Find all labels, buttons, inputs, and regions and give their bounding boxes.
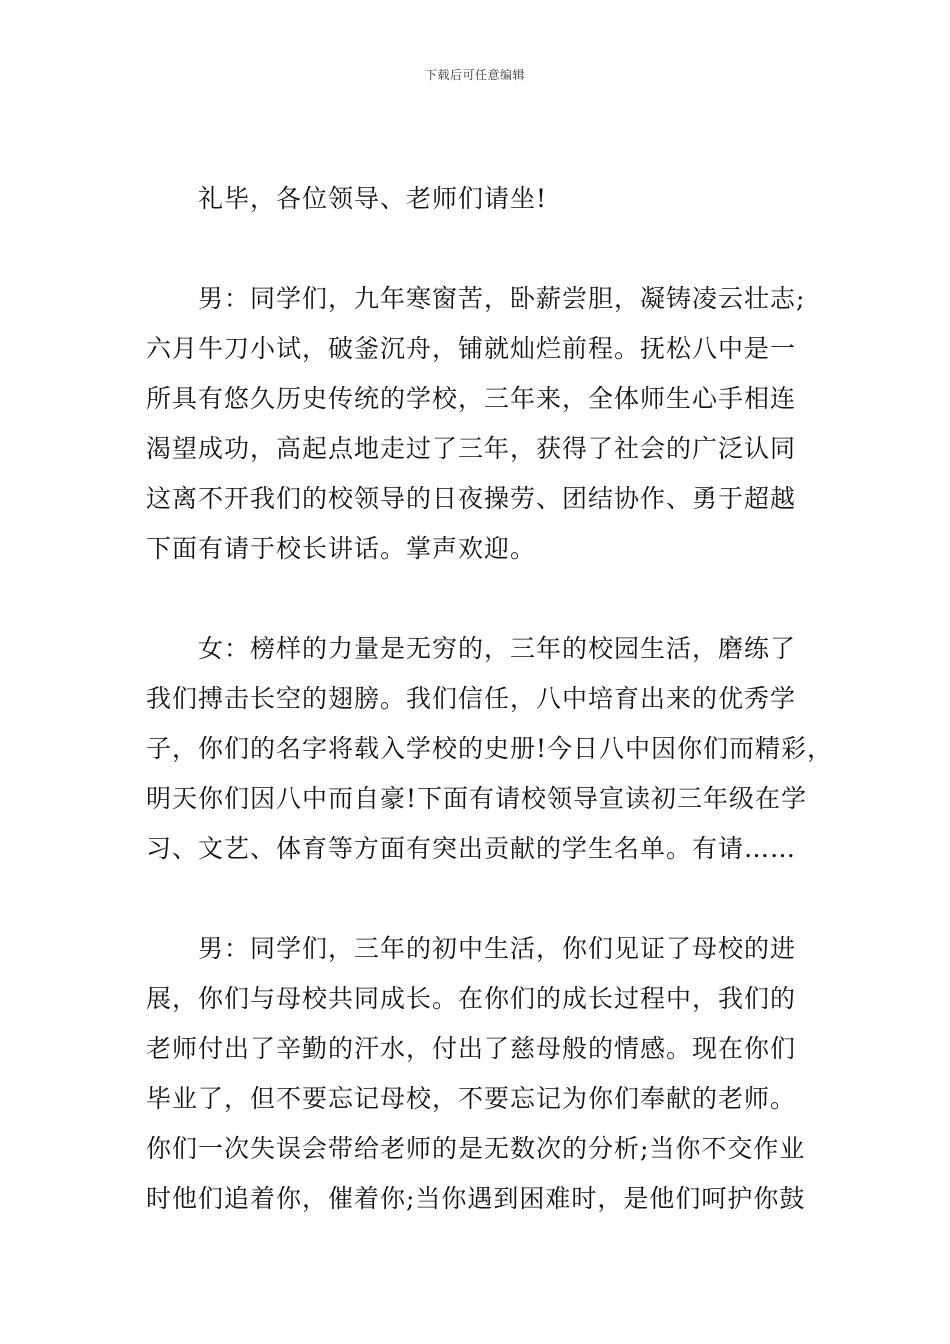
paragraph	[146, 274, 818, 574]
paragraph-spacer	[146, 874, 818, 924]
paragraph-line: 下面有请于校长讲话。掌声欢迎。	[146, 534, 537, 563]
paragraph	[146, 624, 834, 874]
paragraph-line: 毕业了，但不要忘记母校，不要忘记为你们奉献的老师。	[146, 1084, 797, 1113]
page-header-note: 下载后可任意编辑	[424, 68, 525, 82]
paragraph-line: 所具有悠久历史传统的学校，三年来，全体师生心手相连	[146, 384, 797, 413]
paragraph	[146, 924, 818, 1224]
paragraph-line: 子，你们的名字将载入学校的史册!今日八中因你们而精彩，	[146, 734, 834, 763]
paragraph-line: 礼毕，各位领导、老师们请坐!	[198, 184, 548, 213]
paragraph-spacer	[146, 224, 818, 274]
paragraph-line: 我们搏击长空的翅膀。我们信任，八中培育出来的优秀学	[146, 684, 797, 713]
paragraph-line: 明天你们因八中而自豪!下面有请校领导宣读初三年级在学	[146, 784, 808, 813]
document-body	[146, 174, 834, 1224]
paragraph-line: 六月牛刀小试，破釜沉舟，铺就灿烂前程。抚松八中是一	[146, 334, 797, 363]
paragraph-line: 你们一次失误会带给老师的是无数次的分析;当你不交作业	[146, 1134, 806, 1163]
paragraph-line: 时他们追着你，催着你;当你遇到困难时，是他们呵护你鼓	[146, 1184, 806, 1213]
paragraph-line: 男：同学们，三年的初中生活，你们见证了母校的进	[198, 934, 797, 963]
paragraph-line: 展，你们与母校共同成长。在你们的成长过程中，我们的	[146, 984, 797, 1013]
paragraph-spacer	[146, 574, 818, 624]
paragraph-line: 渴望成功，高起点地走过了三年，获得了社会的广泛认同	[146, 434, 797, 463]
paragraph-line: 女：榜样的力量是无穷的，三年的校园生活，磨练了	[198, 634, 797, 663]
paragraph	[146, 174, 818, 224]
paragraph-line: 这离不开我们的校领导的日夜操劳、团结协作、勇于超越	[146, 484, 797, 513]
paragraph-line: 习、文艺、体育等方面有突出贡献的学生名单。有请……	[146, 834, 797, 863]
paragraph-line: 男：同学们，九年寒窗苦，卧薪尝胆，凝铸凌云壮志;	[198, 284, 806, 313]
paragraph-line: 老师付出了辛勤的汗水，付出了慈母般的情感。现在你们	[146, 1034, 797, 1063]
